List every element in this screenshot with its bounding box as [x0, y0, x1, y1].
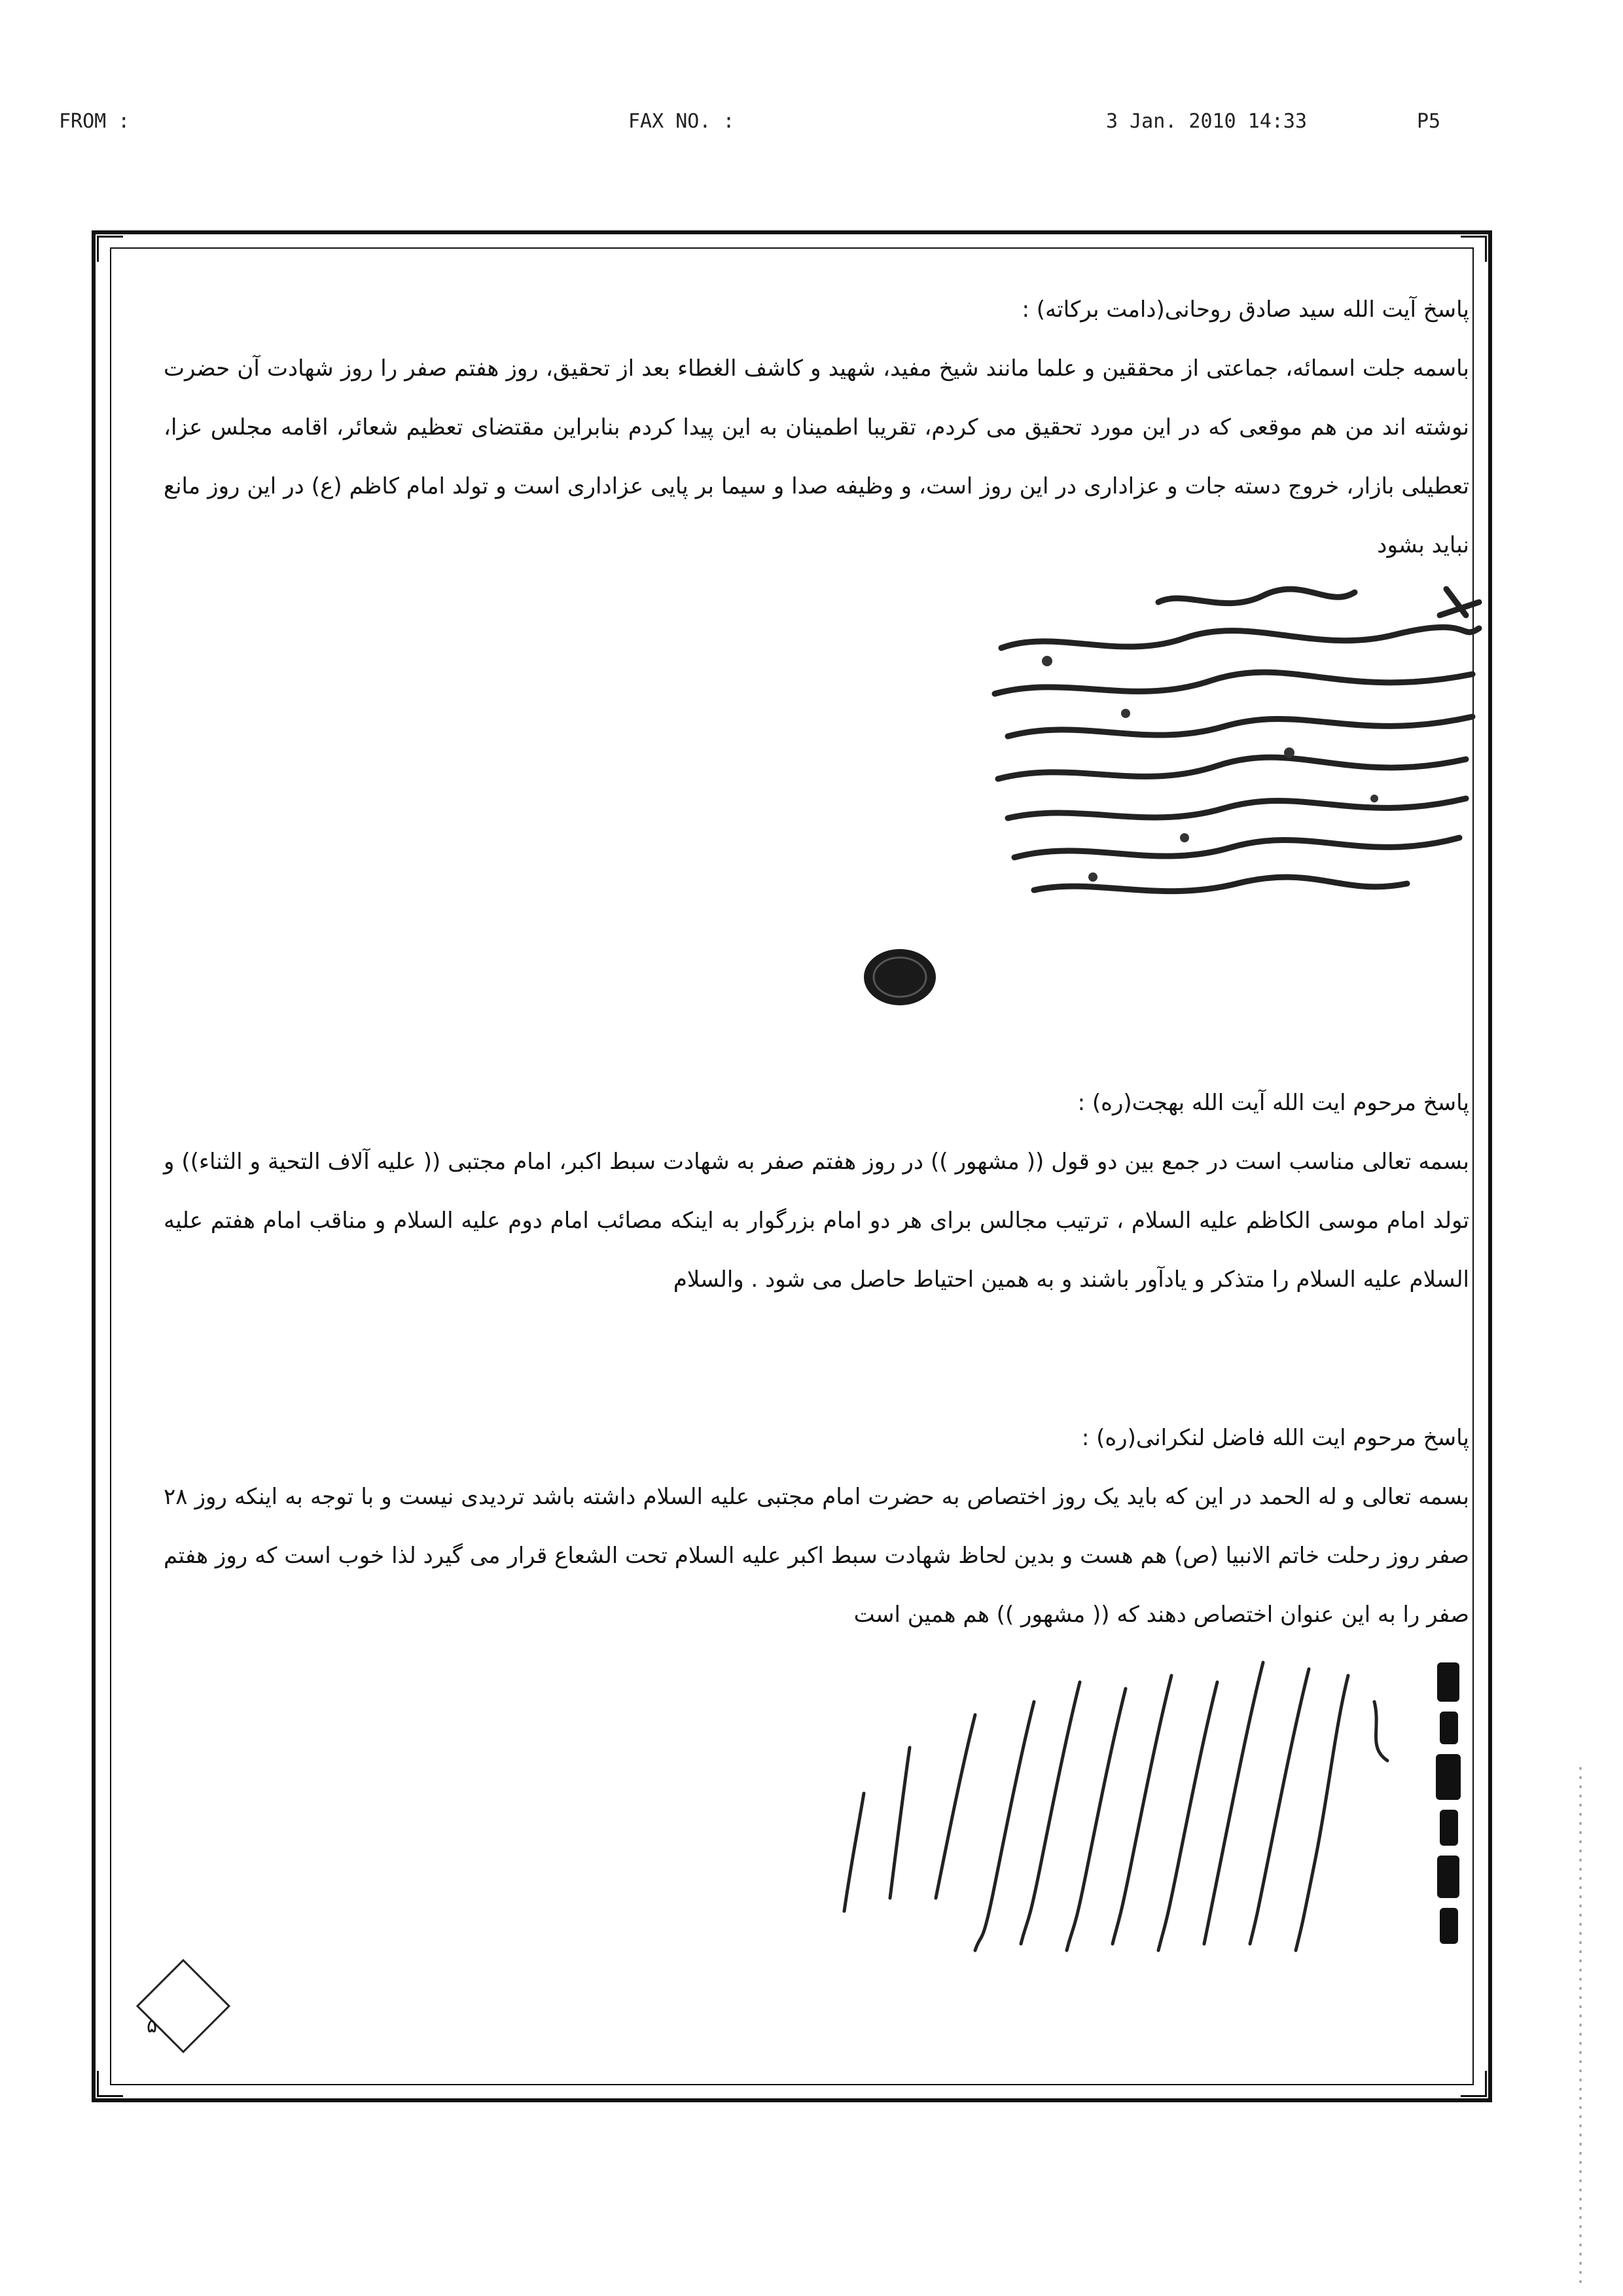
section-title: پاسخ مرحوم ایت الله فاضل لنکرانی(ره) :: [1081, 1425, 1469, 1451]
vertical-name-stamp: [1425, 1649, 1471, 1957]
page-number-diamond: [131, 1954, 236, 2058]
frame-corner: [1461, 236, 1487, 262]
scan-artifact-line: [1578, 1767, 1582, 2284]
answer-section-rohani: [164, 280, 1469, 575]
fax-date: 3 Jan. 2010 14:33: [1106, 110, 1308, 133]
fax-from-label: FROM :: [59, 110, 130, 133]
frame-corner: [97, 236, 123, 262]
section-title: پاسخ مرحوم ایت الله آیت الله بهجت(ره) :: [1077, 1090, 1469, 1116]
fax-page-number: P5: [1417, 110, 1441, 133]
section-body: باسمه جلت اسمائه، جماعتی از محققین و علما مانند شیخ مفید، شهید و کاشف الغطاء بعد از تحقیق، روز هفتم صفر را روز شهادت آن حضرت نوشته اند من هم موقعی که در این مورد تحقیق می کردم، تقریبا اطمینان به این پیدا کردم بنابراین مقتضای تعظیم شعائر، اقامه مجلس عزا، تعطیلی بازار، خروج دسته جات و عزاداری در این روز است، و وظیفه صدا و سیما بر پایی عزاداری است و تولد امام کاظم (ع) در این روز مانع نباید بشود: [164, 355, 1469, 558]
page-number: ۵: [147, 2015, 158, 2037]
frame-corner: [1461, 2071, 1487, 2097]
section-title: پاسخ آیت الله سید صادق روحانی(دامت برکاته) :: [1022, 296, 1469, 323]
seal-stamp: [861, 946, 939, 1008]
handwritten-reply-image: [818, 576, 1505, 916]
fax-header: [0, 110, 1623, 143]
handwritten-reply-image: [812, 1649, 1400, 1964]
section-body: بسمه تعالی و له الحمد در این که باید یک روز اختصاص به حضرت امام مجتبی علیه السلام داشته باشد تردیدی نیست و با توجه به اینکه روز ۲۸ صفر روز رحلت خاتم الانبیا (ص) هم هست و بدین لحاظ شهادت سبط اکبر علیه السلام تحت الشعاع قرار می گیرد لذا خوب است که روز هفتم صفر را به این عنوان اختصاص دهند که (( مشهور )) هم همین است: [164, 1484, 1469, 1628]
answer-section-fazel-lankarani: [164, 1408, 1469, 1644]
answer-section-bahjat: [164, 1073, 1469, 1309]
frame-corner: [97, 2071, 123, 2097]
section-body: بسمه تعالی مناسب است در جمع بین دو قول (( مشهور )) در روز هفتم صفر به شهادت سبط اکبر، امام مجتبی (( علیه آلاف التحیة و الثناء)) و تولد امام موسی الکاظم علیه السلام ، ترتیب مجالس برای هر دو امام بزرگوار به اینکه مصائب امام دوم علیه السلام و مناقب امام هفتم علیه السلام علیه السلام را متذکر و یادآور باشند و به همین احتیاط حاصل می شود . والسلام: [164, 1149, 1469, 1293]
fax-number-label: FAX NO. :: [628, 110, 735, 133]
